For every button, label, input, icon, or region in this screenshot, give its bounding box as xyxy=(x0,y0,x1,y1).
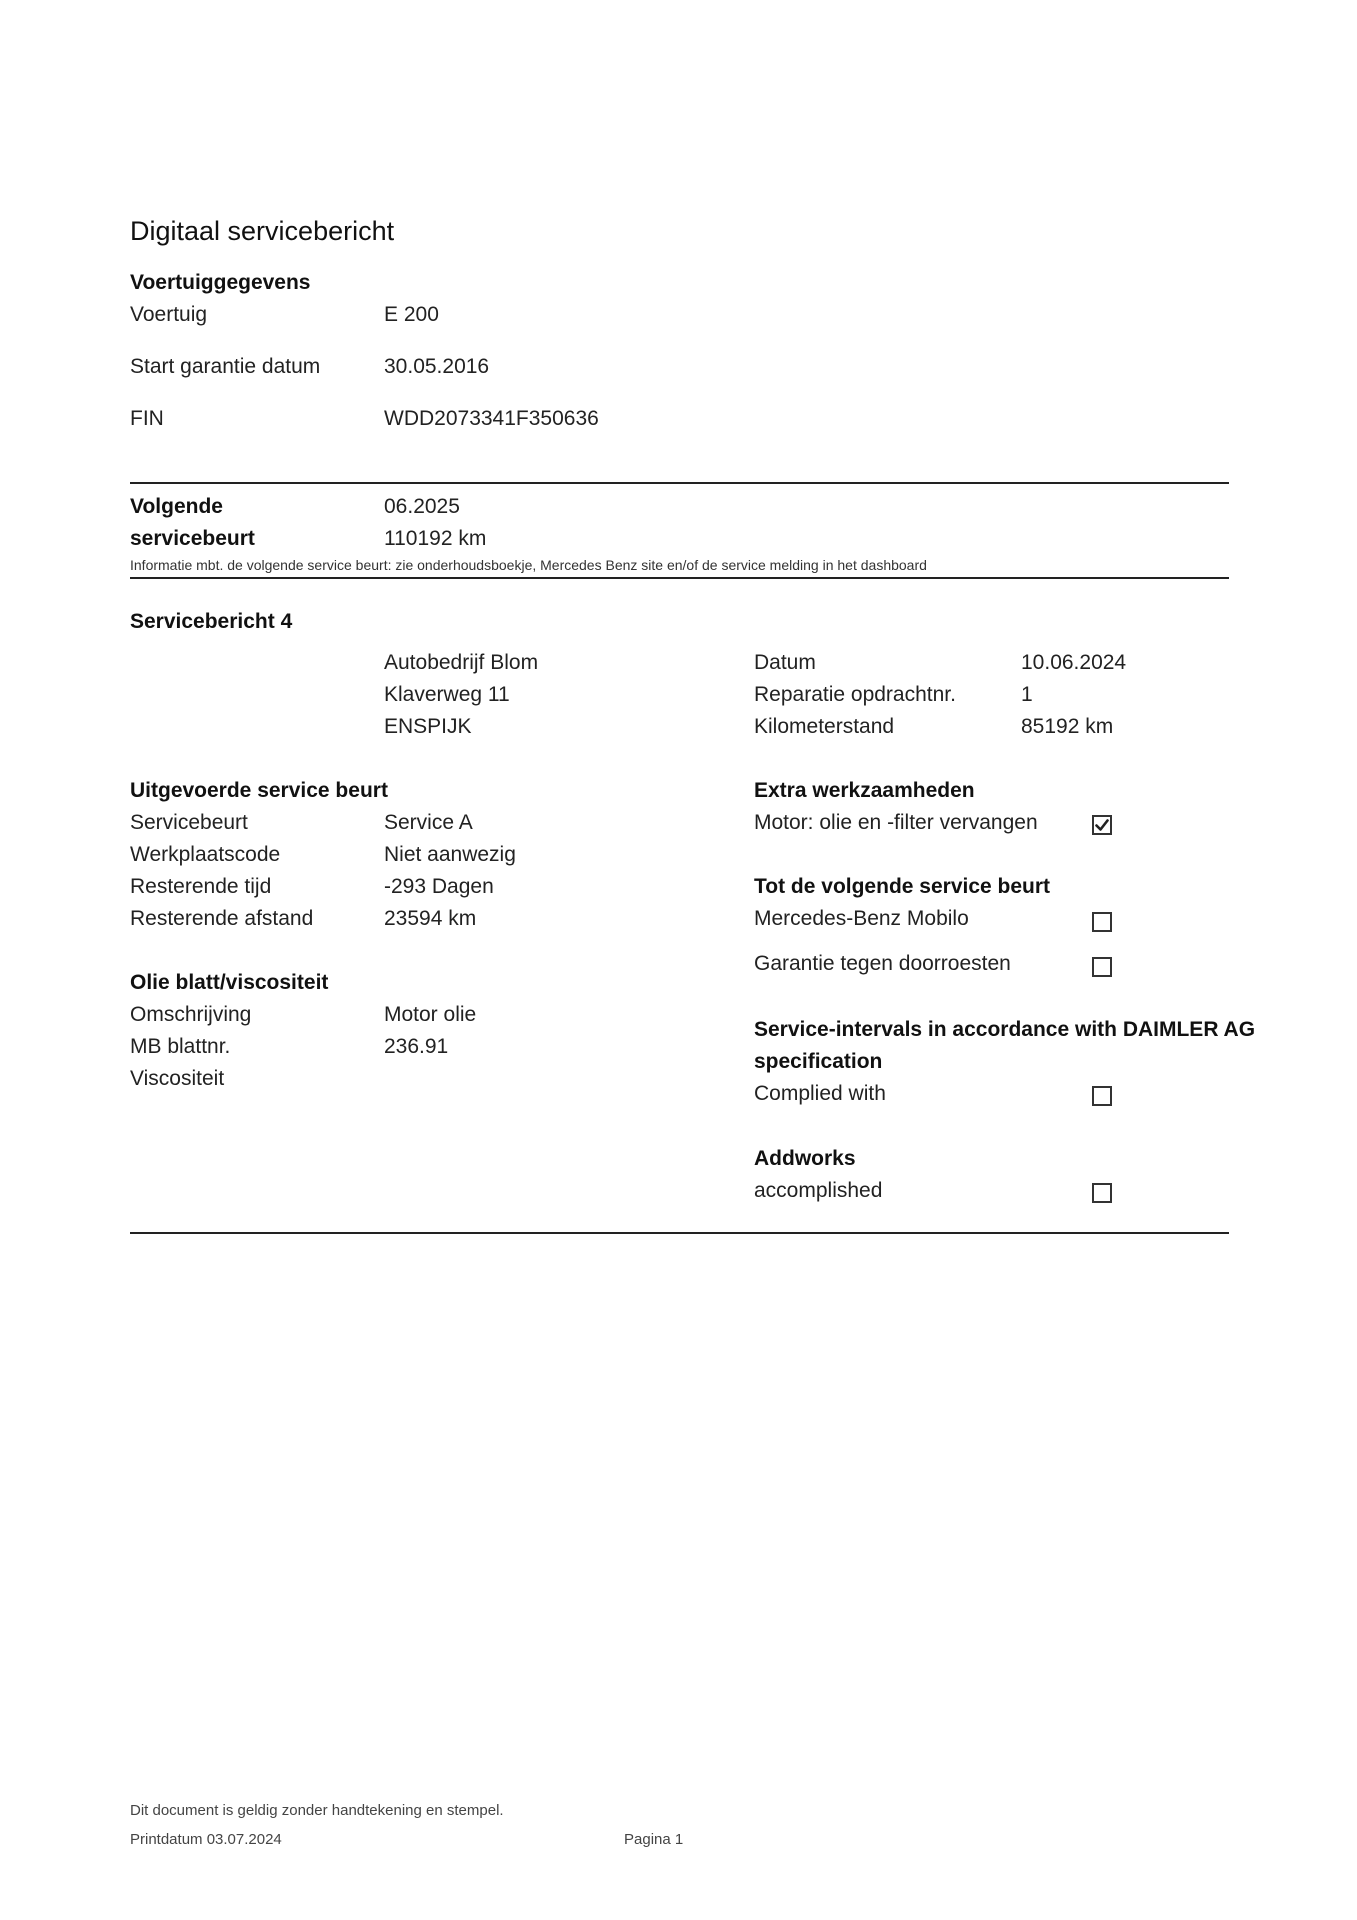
next-service-label-line2: servicebeurt xyxy=(130,527,255,550)
divider xyxy=(130,577,1229,579)
viscosity-label: Viscositeit xyxy=(130,1067,225,1090)
mileage-label: Kilometerstand xyxy=(754,715,895,738)
order-number-label: Reparatie opdrachtnr. xyxy=(754,683,956,706)
remaining-time-label: Resterende tijd xyxy=(130,875,272,898)
complied-with-checkbox[interactable] xyxy=(1092,1086,1112,1106)
fin-value: WDD2073341F350636 xyxy=(384,407,599,430)
mileage-value: 85192 km xyxy=(1021,715,1114,738)
validity-note: Dit document is geldig zonder handtekening en stempel. xyxy=(130,1802,504,1819)
oil-sheet-number-label: MB blattnr. xyxy=(130,1035,231,1058)
oil-heading: Olie blatt/viscositeit xyxy=(130,971,329,994)
mobilo-label: Mercedes-Benz Mobilo xyxy=(754,907,969,930)
extra-work-heading: Extra werkzaamheden xyxy=(754,779,975,802)
extra-work-item-label: Motor: olie en -filter vervangen xyxy=(754,811,1038,834)
remaining-distance-value: 23594 km xyxy=(384,907,477,930)
oil-description-value: Motor olie xyxy=(384,1003,477,1026)
workshop-code-label: Werkplaatscode xyxy=(130,843,281,866)
dealer-street: Klaverweg 11 xyxy=(384,683,510,706)
next-service-info: Informatie mbt. de volgende service beurt: zie onderhoudsboekje, Mercedes Benz site en/of de service melding in het dashboard xyxy=(130,557,927,573)
rust-warranty-label: Garantie tegen doorroesten xyxy=(754,952,1011,975)
dealer-name: Autobedrijf Blom xyxy=(384,651,539,674)
remaining-time-value: -293 Dagen xyxy=(384,875,494,898)
service-type-value: Service A xyxy=(384,811,473,834)
oil-description-label: Omschrijving xyxy=(130,1003,252,1026)
remaining-distance-label: Resterende afstand xyxy=(130,907,314,930)
until-next-heading: Tot de volgende service beurt xyxy=(754,875,1051,898)
checkmark-icon xyxy=(1095,818,1109,832)
next-service-km: 110192 km xyxy=(384,527,487,550)
accomplished-label: accomplished xyxy=(754,1179,883,1202)
vehicle-value: E 200 xyxy=(384,303,439,326)
next-service-date: 06.2025 xyxy=(384,495,460,518)
accomplished-checkbox[interactable] xyxy=(1092,1183,1112,1203)
workshop-code-value: Niet aanwezig xyxy=(384,843,516,866)
warranty-start-label: Start garantie datum xyxy=(130,355,321,378)
page-title: Digitaal servicebericht xyxy=(130,216,395,246)
intervals-heading-line1: Service-intervals in accordance with DAIMLER AG xyxy=(754,1018,1256,1041)
rust-warranty-checkbox[interactable] xyxy=(1092,957,1112,977)
oil-sheet-number-value: 236.91 xyxy=(384,1035,449,1058)
next-service-label-line1: Volgende xyxy=(130,495,223,518)
order-number-value: 1 xyxy=(1021,683,1033,706)
divider xyxy=(130,1232,1229,1234)
service-type-label: Servicebeurt xyxy=(130,811,248,834)
print-date: Printdatum 03.07.2024 xyxy=(130,1831,282,1848)
date-value: 10.06.2024 xyxy=(1021,651,1127,674)
page-number: Pagina 1 xyxy=(624,1831,684,1848)
addworks-heading: Addworks xyxy=(754,1147,856,1170)
vehicle-label: Voertuig xyxy=(130,303,208,326)
dealer-city: ENSPIJK xyxy=(384,715,472,738)
performed-heading: Uitgevoerde service beurt xyxy=(130,779,388,802)
report-heading: Servicebericht 4 xyxy=(130,610,293,633)
date-label: Datum xyxy=(754,651,816,674)
fin-label: FIN xyxy=(130,407,164,430)
warranty-start-value: 30.05.2016 xyxy=(384,355,490,378)
oil-filter-checkbox[interactable] xyxy=(1092,815,1112,835)
complied-with-label: Complied with xyxy=(754,1082,886,1105)
mobilo-checkbox[interactable] xyxy=(1092,912,1112,932)
intervals-heading-line2: specification xyxy=(754,1050,883,1073)
vehicle-heading: Voertuiggegevens xyxy=(130,271,311,294)
divider xyxy=(130,482,1229,484)
